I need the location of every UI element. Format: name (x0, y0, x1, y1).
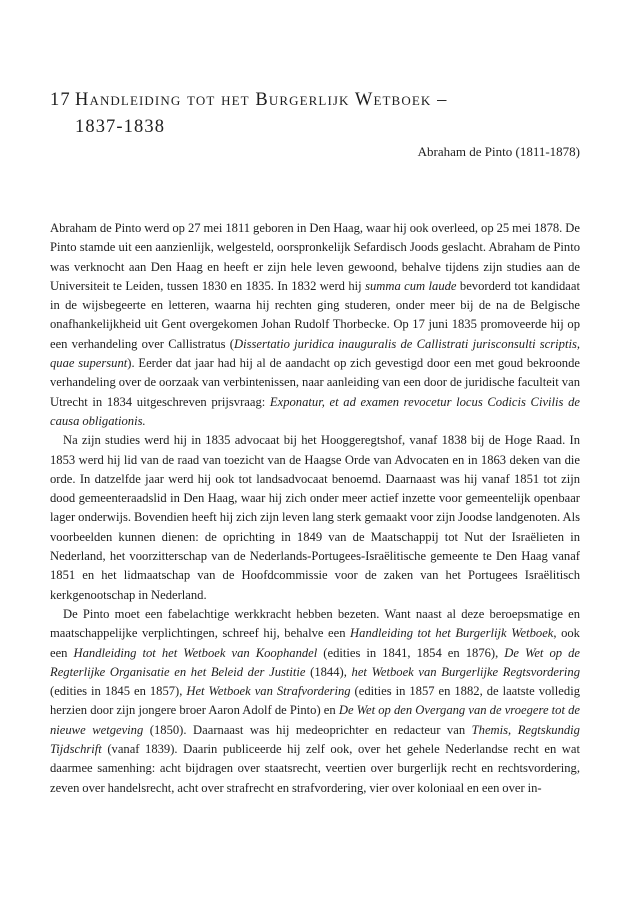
text-run: (1850). Daarnaast was hij medeoprichter en redacteur van (143, 722, 472, 737)
chapter-title-row (50, 87, 580, 114)
page-body (50, 219, 580, 798)
text-run: (1844), (305, 664, 352, 679)
chapter-title: Handleiding tot het Burgerlijk Wetboek – (75, 90, 448, 110)
author-line: Abraham de Pinto (1811-1878) (417, 144, 580, 159)
italic-text-run: De Wet op den Overgang van de vroegere tot de nieuwe wetgeving (50, 703, 580, 737)
italic-text-run: Exponatur, et ad examen revocetur locus Codicis Civilis de causa obligationis. (50, 394, 581, 428)
italic-text-run: summa cum laude (365, 278, 457, 293)
body-paragraph (50, 219, 580, 431)
italic-text-run: Dissertatio juridica inauguralis de Callistrati jurisconsulti scriptis, quae supersunt (50, 336, 580, 371)
chapter-subtitle: 1837-1838 (75, 117, 166, 137)
italic-text-run: De Wet op de Regterlijke Organisatie en het Beleid der Justitie (50, 645, 580, 679)
text-run: (vanaf 1839). Daarin publiceerde hij zelf ook, over het gehele Nederlandse recht en wat daarmee samenhing: acht bijdragen over staatsrecht, veertien over burgerlijk recht en rechtsvordering, zeven over handelsrecht, acht over strafrecht en strafvordering, vier over koloniaal en een over in- (50, 742, 580, 795)
text-run: (edities in 1845 en 1857), (50, 684, 187, 699)
text-run: bevorderd tot kandidaat in de wijsbegeerte en letteren, waarna hij rechten ging studeren, onder meer bij de na de Belgische onafhankelijkheid uit Gent overgekomen Johan Rudolf Thorbecke. Op 17 juni 1835 promoveerde hij op een verhandeling over Callistratus ( (50, 278, 580, 351)
text-run: (edities in 1857 en 1882, de laatste volledig herzien door zijn jongere broer Aaron Adolf de Pinto) en (50, 684, 580, 718)
italic-text-run: Themis, Regtskundig Tijdschrift (50, 722, 580, 757)
text-run: Na zijn studies werd hij in 1835 advocaat bij het Hooggeregtshof, vanaf 1838 bij de Hoge Raad. In 1853 werd hij lid van de raad van toezicht van de Haagse Orde van Advocaten en in 1863 deken van die orde. In datzelfde jaar werd hij ook tot landsadvocaat benoemd. Daarnaast was hij vanaf 1851 tot zijn dood gemeenteraadslid in Den Haag, waar hij zich onder meer actief inzette voor gemeentelijk openbaar lager onderwijs. Bovendien heeft hij zich zijn leven lang sterk gemaakt voor zijn Joodse landgenoten. Als voorbeelden kunnen dienen: de oprichting in 1849 van de Maatschappij tot Nut der Israëlieten in Nederland, het voorzitterschap van de Nederlands-Portugees-Israëlitische gemeente te Den Haag vanaf 1851 en het lidmaatschap van de Hoofdcommissie voor de zaken van het Portugees Israëlitisch kerkgenootschap in Nederland. (50, 433, 580, 602)
chapter-number: 17 (50, 90, 71, 110)
text-run: De Pinto moet een fabelachtige werkkracht hebben bezeten. Want naast al deze beroepsmatige en maatschappelijke verplichtingen, schreef hij, behalve een (50, 606, 580, 641)
italic-text-run: het Wetboek van Burgerlijke Regtsvordering (351, 664, 580, 679)
body-paragraph (50, 431, 580, 605)
text-run: ). Eerder dat jaar had hij al de aandacht op zich gevestigd door een met goud bekroonde verhandeling over de oorzaak van verbintenissen, naar aanleiding van een door de juridische faculteit van Utrecht in 1834 uitgeschreven prijsvraag: (50, 356, 580, 409)
text-run: Abraham de Pinto werd op 27 mei 1811 geboren in Den Haag, waar hij ook overleed, op 25 mei 1878. De Pinto stamde uit een aanzienlijk, welgesteld, oorspronkelijk Sefardisch Joods geslacht. Abraham de Pinto was verknocht aan Den Haag en heeft er zijn hele leven gewoond, behalve tijdens zijn studies aan de Universiteit te Leiden, tussen 1830 en 1835. In 1832 werd hij (50, 221, 580, 293)
chapter-header (50, 87, 580, 141)
text-run: (edities in 1841, 1854 en 1876), (317, 645, 505, 660)
italic-text-run: Het Wetboek van Strafvordering (186, 684, 351, 699)
italic-text-run: Handleiding tot het Wetboek van Koophandel (73, 645, 318, 660)
body-paragraph (50, 605, 580, 798)
text-run: , ook een (50, 626, 580, 660)
italic-text-run: Handleiding tot het Burgerlijk Wetboek (350, 626, 554, 641)
